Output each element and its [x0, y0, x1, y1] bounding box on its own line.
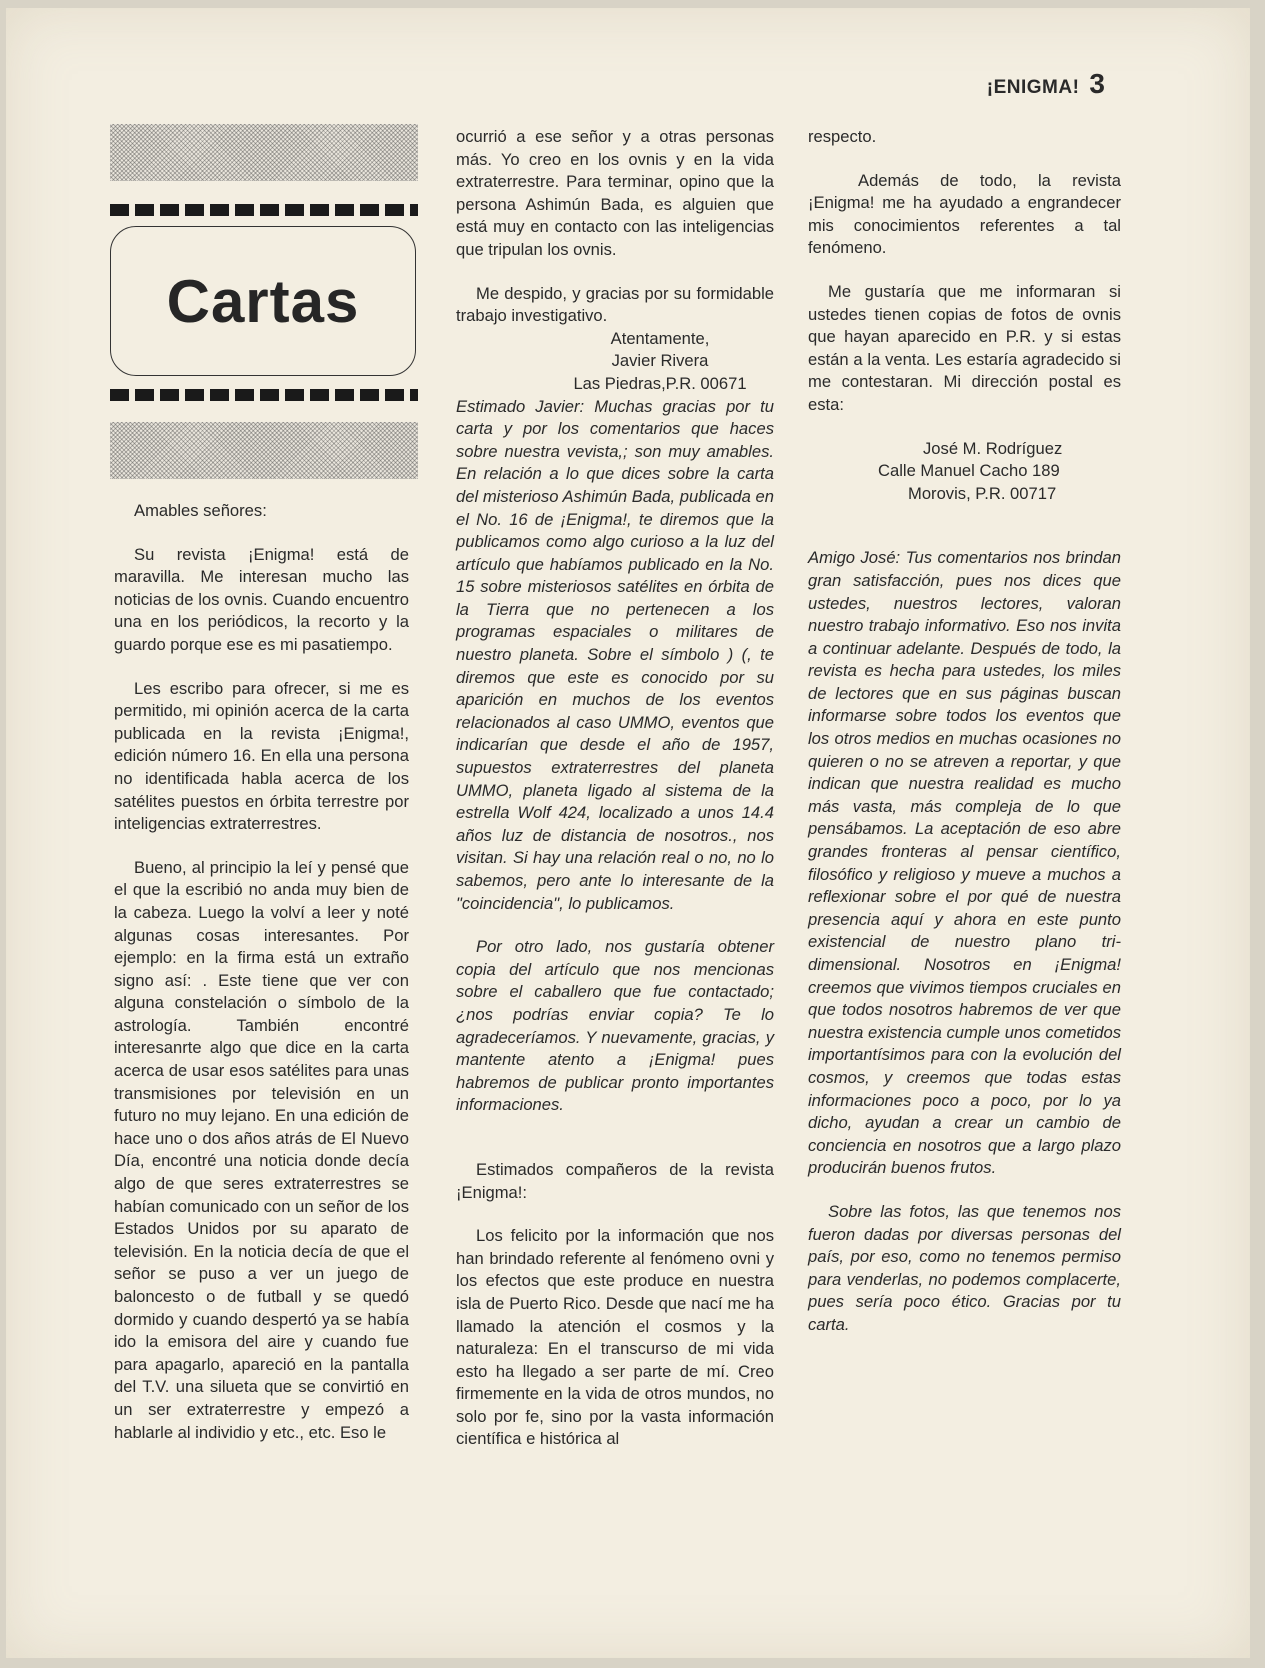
signature-name: Javier Rivera [611, 351, 709, 371]
section-title: Cartas [166, 267, 360, 335]
decorative-hatch-bottom [110, 422, 418, 479]
column-1 [114, 500, 409, 1444]
decorative-hatch-top [110, 124, 418, 181]
page-number: 3 [1089, 68, 1105, 99]
letter-salutation: Amables señores: [134, 501, 267, 520]
editor-reply: Estimado Javier: Muchas gracias por tu carta y por los comentarios que haces sobre nuestra vevista,; son muy amables. En relación a lo que dices sobre la carta del misterioso Ashimún Bada, publicada en el No. 16 de ¡Enigma!, te diremos que la publicamos como algo curioso a la luz del artículo que habíamos publicado en la No. 15 sobre misteriosos satélites en órbita de la Tierra que no pertenecen a los programas espaciales o militares de nuestro planeta. Sobre el símbolo ) (, te diremos que este es conocido por su aparición en muchos de los eventos relacionados al caso UMMO, eventos que indicarían que desde el año de 1957, supuestos extraterrestres del planeta UMMO, planeta ligado al sistema de la estrella Wolf 424, localizado a unos 14.4 años luz de distancia de nosotros., nos visitan. Si hay una relación real o no, no lo sabemos, pero ante lo interesante de la "coincidencia", lo publicamos. [456, 396, 774, 913]
magazine-page [6, 8, 1250, 1658]
decorative-dash-rule-top [110, 204, 418, 216]
section-title-box [110, 226, 416, 376]
letter-paragraph: Bueno, al principio la leí y pensé que el que la escribió no anda muy bien de la cabeza. Luego la volví a leer y noté algunas cosas interesantes. Por ejemplo: en la firma está un extraño signo así: . Este tiene que ver con alguna constelación o símbolo de la astrología. También encontré interesanrte algo que dice en la carta acerca de usar esos satélites para unas transmisiones por televisión en un futuro no muy lejano. En una edición de hace uno o dos años atrás de El Nuevo Día, encontré una noticia donde decía algo de que seres extraterrestres se habían comunicado con un señor de los Estados Unidos por su aparato de televisión. En la noticia decía de que el señor se puso a ver un juego de baloncesto o de futball y se quedó dormido y cuando despertó ya se había ido la emisora del aire y cuando fue para apagarlo, apareció en la pantalla del T.V. una silueta que se convirtió en un ser extraterrestre y empezó a hablarle al individio y etc., etc. Eso le [114, 857, 409, 1442]
letter-paragraph: Además de todo, la revista ¡Enigma! me ha ayudado a engrandecer mis conocimientos referentes a tal fenómeno. [808, 170, 1121, 258]
signature-location: Las Piedras,P.R. 00671 [573, 373, 747, 393]
page-header [987, 68, 1105, 100]
editor-reply: Sobre las fotos, las que tenemos nos fueron dadas por diversas personas del país, por eso, como no tenemos permiso para venderlas, no podemos complacerte, pues sería poco ético. Gracias por tu carta. [808, 1201, 1121, 1334]
signature-line: Atentamente, [610, 328, 710, 348]
editor-reply: Por otro lado, nos gustaría obtener copia del artículo que nos mencionas sobre el caballero que fue contactado; ¿nos podrías enviar copia? Te lo agradeceríamos. Y nuevamente, gracias, y mantente atento a ¡Enigma! pues habremos de publicar pronto importantes informaciones. [456, 937, 774, 1115]
address-city: Morovis, P.R. 00717 [908, 483, 1057, 503]
decorative-dash-rule-bottom [110, 389, 418, 401]
magazine-name: ¡ENIGMA! [986, 77, 1080, 98]
column-2 [456, 126, 774, 1451]
editor-reply: Amigo José: Tus comentarios nos brindan gran satisfacción, pues nos dices que ustedes, nuestros lectores, valoran nuestro trabajo informativo. Eso nos invita a continuar adelante. Después de todo, la revista es hecha para ustedes, los miles de lectores que en sus páginas buscan informarse sobre todos los eventos que los otros medios en muchas ocasiones no quieren o no se atreven a reportar, y que indican que nuestra realidad es mucho más vasta, más compleja de lo que pensábamos. La aceptación de eso abre grandes fronteras al pensar científico, filosófico y religioso y mueve a muchos a reflexionar sobre el por qué de nuestra presencia aquí y ahora en este punto existencial de nuestro plano tri-dimensional. Nosotros en ¡Enigma! creemos que vivimos tiempos cruciales en que todos nosotros habremos de ver que nuestra existencia cumple unos cometidos importantísimos para con la evolución del cosmos, y creemos que todas estas informaciones poco a poco, por lo ya dicho, ayudan a crear un cambio de conciencia en nosotros que a largo plazo producirán buenos frutos. [808, 548, 1121, 1178]
column-3 [808, 126, 1121, 1337]
letter-salutation: Estimados compañeros de la revista ¡Enigma!: [456, 1159, 774, 1202]
letter-paragraph: respecto. [808, 127, 877, 146]
letter-paragraph: Me gustaría que me informaran si ustedes tienen copias de fotos de ovnis que hayan aparecido en P.R. y si estas están a la venta. Les estaría agradecido si me contestaran. Mi dirección postal es esta: [808, 281, 1121, 414]
letter-paragraph: Les escribo para ofrecer, si me es permitido, mi opinión acerca de la carta publicada en la revista ¡Enigma!, edición número 16. En ella una persona no identificada habla acerca de los satélites puestos en órbita terrestre por inteligencias extraterrestres. [114, 678, 409, 834]
address-street: Calle Manuel Cacho 189 [878, 461, 1060, 481]
letter-closing: Me despido, y gracias por su formidable trabajo investigativo. [456, 283, 774, 326]
address-name: José M. Rodríguez [923, 438, 1063, 458]
letter-paragraph: Los felicito por la información que nos han brindado referente al fenómeno ovni y los efectos que este produce en nuestra isla de Puerto Rico. Desde que nací me ha llamado la atención el cosmos y la naturaleza: En el transcurso de mi vida esto ha llegado a ser parte de mí. Creo firmemente en la vida de otros mundos, no solo por fe, sino por la vasta información científica e histórica al [456, 1226, 774, 1449]
letter-paragraph: ocurrió a ese señor y a otras personas más. Yo creo en los ovnis y en la vida extraterrestre. Para terminar, opino que la persona Ashimún Bada, es alguien que está muy en contacto con las inteligencias que tripulan los ovnis. [456, 127, 774, 259]
letter-paragraph: Su revista ¡Enigma! está de maravilla. Me interesan mucho las noticias de los ovnis. Cuando encuentro una en los periódicos, la recorto y la guardo porque ese es mi pasatiempo. [114, 544, 409, 654]
